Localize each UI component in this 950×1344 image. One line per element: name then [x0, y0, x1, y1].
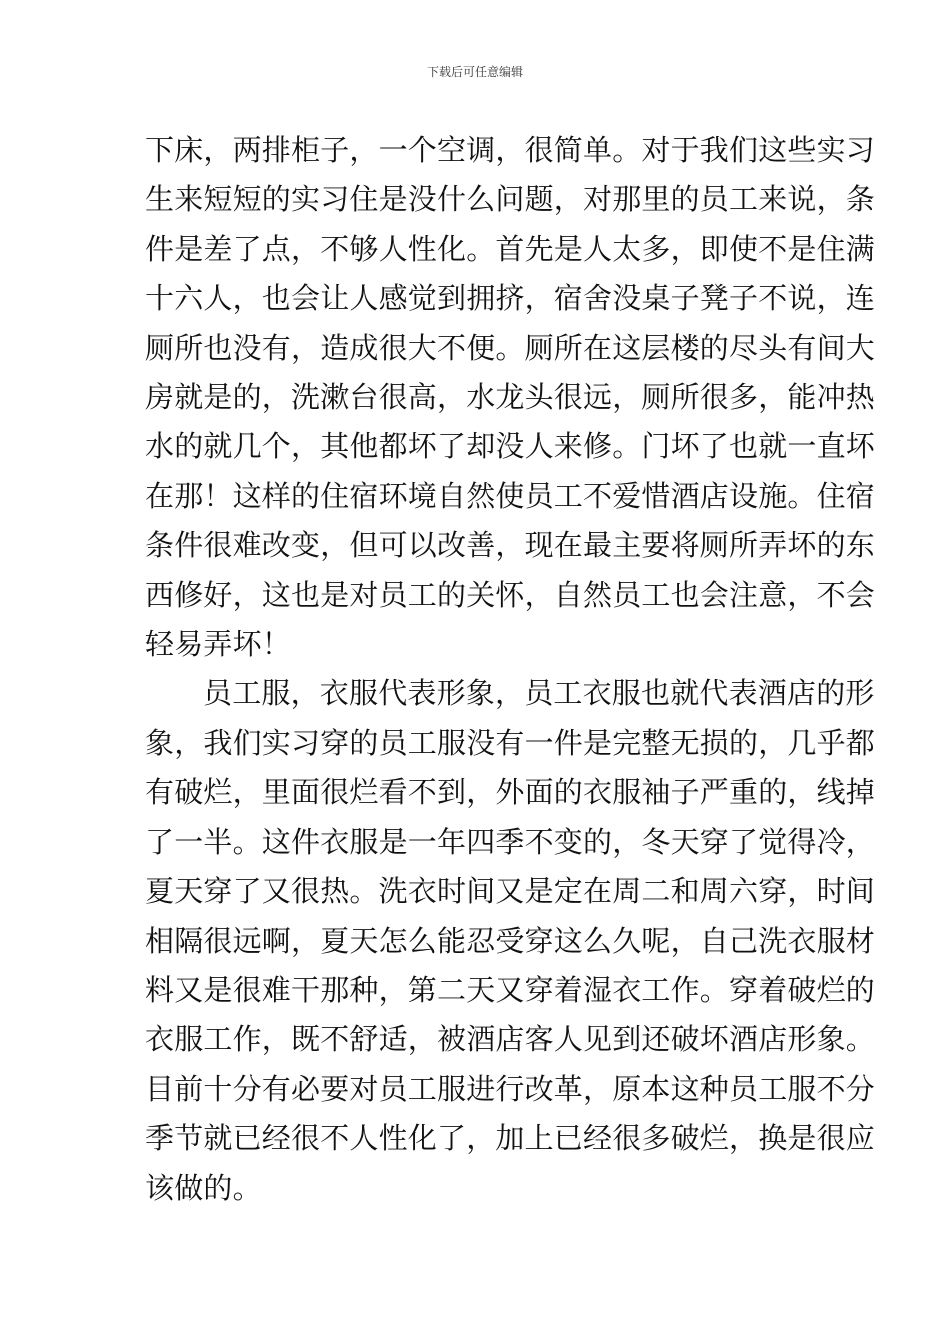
document-body — [145, 126, 876, 1213]
text-line: 在那！这样的住宿环境自然使员工不爱惜酒店设施。住宿 — [145, 478, 876, 513]
paragraph-dormitory — [145, 126, 876, 669]
text-line: 象，我们实习穿的员工服没有一件是完整无损的，几乎都 — [145, 725, 876, 760]
text-line: 件是差了点，不够人性化。首先是人太多，即使不是住满 — [145, 231, 876, 266]
text-line: 了一半。这件衣服是一年四季不变的，冬天穿了觉得冷， — [145, 824, 876, 859]
text-line: 目前十分有必要对员工服进行改革，原本这种员工服不分 — [145, 1071, 876, 1106]
text-line: 条件很难改变，但可以改善，现在最主要将厕所弄坏的东 — [145, 528, 876, 563]
text-line: 生来短短的实习住是没什么问题，对那里的员工来说，条 — [145, 182, 876, 217]
text-line: 下床，两排柜子，一个空调，很简单。对于我们这些实习 — [145, 133, 876, 167]
text-line: 夏天穿了又很热。洗衣时间又是定在周二和周六穿，时间 — [145, 874, 876, 909]
text-line: 厕所也没有，造成很大不便。厕所在这层楼的尽头有间大 — [145, 330, 876, 365]
paragraph-uniform — [145, 669, 876, 1212]
text-line: 该做的。 — [145, 1170, 262, 1205]
text-line: 有破烂，里面很烂看不到，外面的衣服袖子严重的，线掉 — [145, 775, 876, 810]
text-line: 房就是的，洗漱台很高，水龙头很远，厕所很多，能冲热 — [145, 380, 876, 415]
page-header: 下载后可任意编辑 — [426, 65, 523, 79]
text-line: 轻易弄坏！ — [145, 627, 292, 662]
text-line: 相隔很远啊，夏天怎么能忍受穿这么久呢，自己洗衣服材 — [145, 923, 876, 958]
text-line: 西修好，这也是对员工的关怀，自然员工也会注意，不会 — [145, 577, 876, 612]
text-line: 水的就几个，其他都坏了却没人来修。门坏了也就一直坏 — [145, 429, 876, 464]
text-line: 季节就已经很不人性化了，加上已经很多破烂，换是很应 — [145, 1121, 876, 1156]
text-line: 十六人，也会让人感觉到拥挤，宿舍没桌子凳子不说，连 — [145, 281, 876, 316]
text-line: 衣服工作，既不舒适，被酒店客人见到还破坏酒店形象。 — [145, 1022, 876, 1057]
text-line: 员工服，衣服代表形象，员工衣服也就代表酒店的形 — [203, 676, 875, 711]
text-line: 料又是很难干那种，第二天又穿着湿衣工作。穿着破烂的 — [145, 972, 876, 1007]
